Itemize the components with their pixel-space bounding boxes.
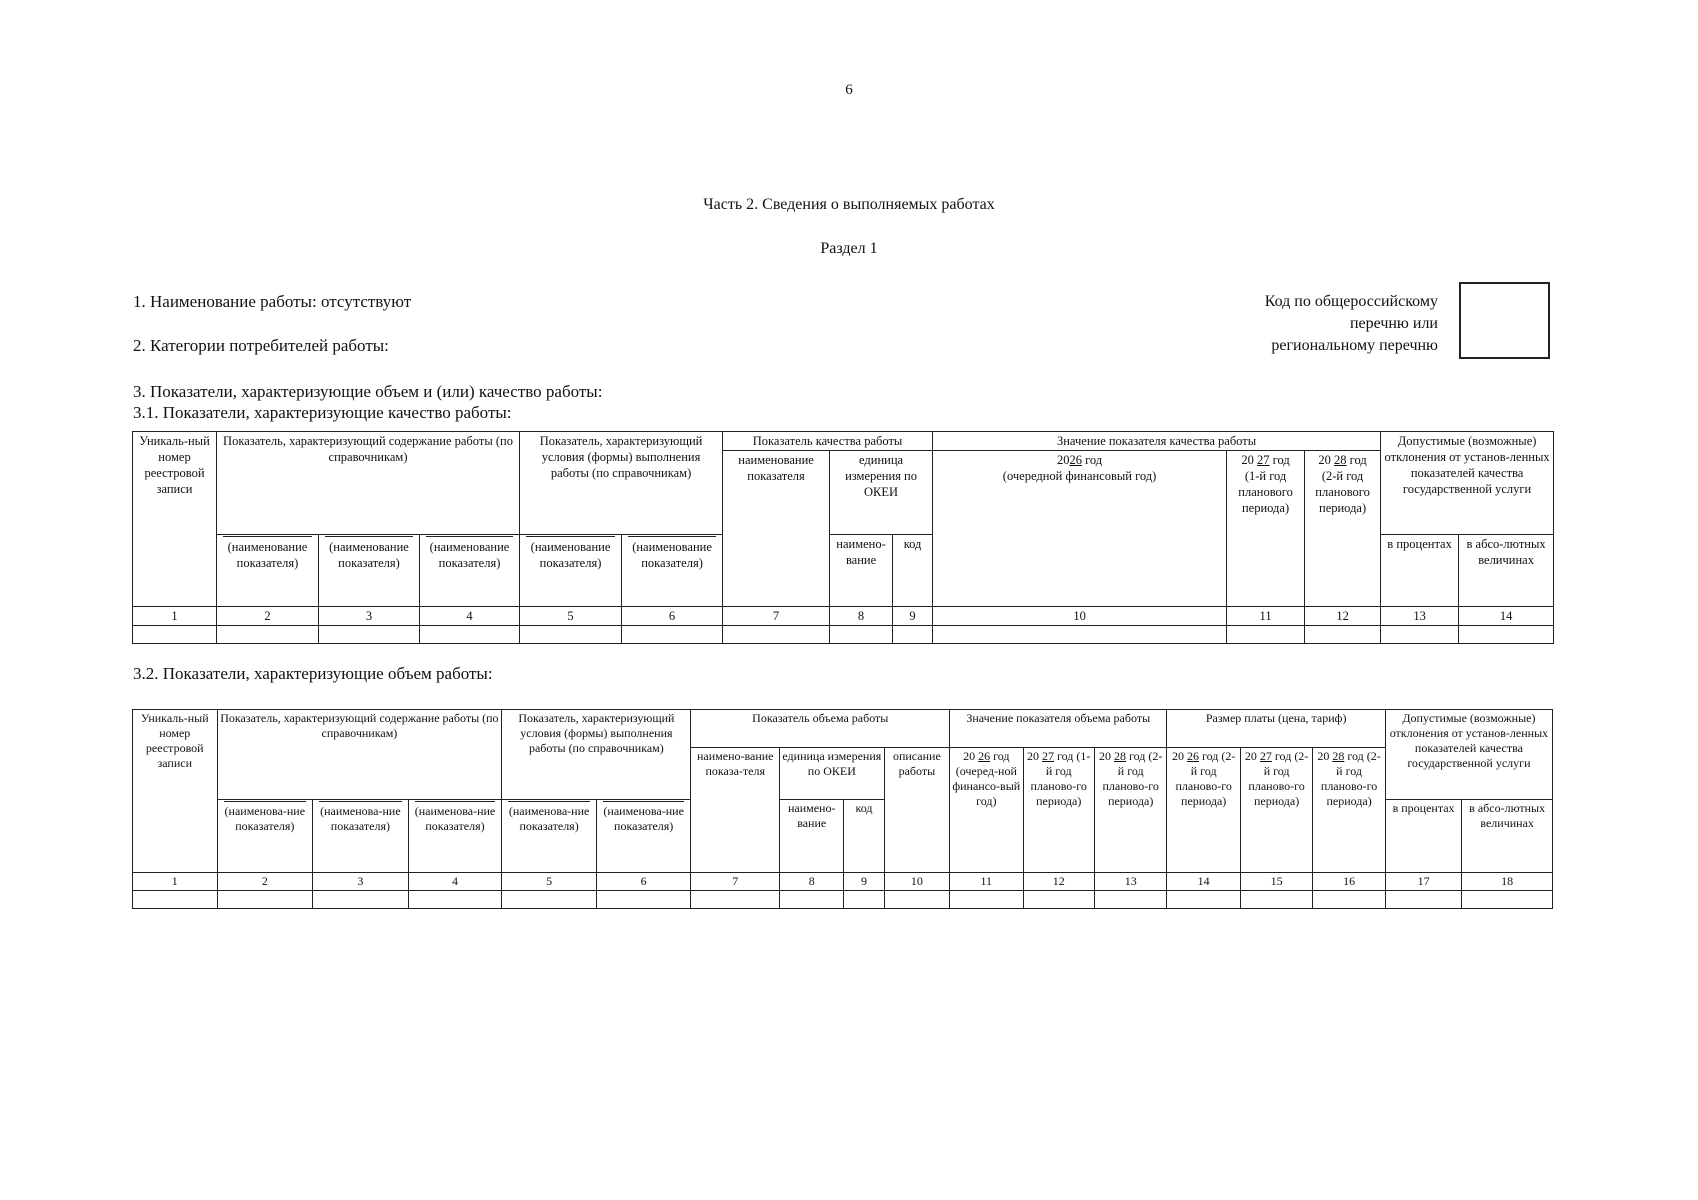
t2-header-fee-y2 [1240,748,1312,873]
t2-content-indicator-2 [313,800,409,873]
t2-content-indicator-3 [408,800,502,873]
t1-header-year-plan1 [1227,451,1305,607]
t2-header-unit: единица измерения по ОКЕИ [780,748,885,800]
t2-fee-y1-suffix: год [1201,749,1219,763]
t1-year3-suffix: год [1349,453,1367,467]
t1-year3-prefix: 20 [1318,453,1331,467]
t1-sub-label: (наименование показателя) [227,540,308,570]
t1-col-num: 8 [830,607,893,626]
t2-header-volume-indicator: Показатель объема работы [691,710,950,748]
t2-value-y1-suffix: год [993,749,1010,763]
t2-header-unit-name: наимено-вание [780,800,844,873]
t1-sub-label: (наименование показателя) [530,540,611,570]
part-title: Часть 2. Сведения о выполняемых работах [703,196,995,213]
t1-sub-label: (наименование показателя) [632,540,712,570]
t1-header-unique-number: Уникаль-ный номер реестровой записи [133,432,217,607]
t2-condition-indicator-1 [502,800,597,873]
t2-value-y2-year: 27 [1042,749,1055,763]
t1-year2-value: 27 [1257,453,1270,467]
t1-cell[interactable] [1227,626,1305,644]
t2-fee-y2-prefix: 20 [1244,749,1257,763]
t2-value-y1-desc: (очеред-ной финансо-вый год) [952,764,1021,808]
t1-cell[interactable] [622,626,723,644]
t2-sub-label: (наименова-ние показателя) [414,804,496,833]
t2-fee-y2-suffix: год [1274,749,1292,763]
t1-year2-prefix: 20 [1241,453,1254,467]
t2-fee-y3-year: 28 [1332,749,1345,763]
t1-col-num: 11 [1227,607,1305,626]
indicators-heading: 3. Показатели, характеризующие объем и (или) качество работы: [133,382,603,401]
t2-fee-y3-desc: (2-й год планово-го периода) [1320,749,1381,808]
t1-year3-desc: (2-й год планового периода) [1315,469,1370,515]
t2-column-numbers-row [133,873,1553,891]
t2-col-num: 3 [313,873,409,891]
t1-col-num: 14 [1459,607,1554,626]
t2-col-num: 2 [217,873,313,891]
quality-indicators-table [132,431,1554,644]
t2-value-y2-prefix: 20 [1027,749,1040,763]
section-title: Раздел 1 [820,240,878,257]
t1-condition-indicator-1 [520,535,622,607]
t1-col-num: 5 [520,607,622,626]
t2-sub-label: (наименова-ние показателя) [224,804,306,833]
t2-cell[interactable] [1313,891,1385,909]
t2-value-y1-prefix: 20 [963,749,976,763]
t2-cell[interactable] [884,891,949,909]
volume-indicators-heading: 3.2. Показатели, характеризующие объем работы: [133,664,493,683]
t2-value-y3-year: 28 [1114,749,1126,763]
t2-fee-y3-prefix: 20 [1317,749,1330,763]
t1-year1-value: 26 [1069,453,1082,467]
t1-cell[interactable] [830,626,893,644]
t2-col-num: 10 [884,873,949,891]
t1-sub-label: (наименование показателя) [429,540,510,570]
t1-col-num: 13 [1381,607,1459,626]
t2-content-indicator-1 [217,800,313,873]
t1-year2-suffix: год [1272,453,1290,467]
code-label-line2: перечню или [1349,315,1438,332]
t1-header-unit-name: наимено-вание [830,535,893,607]
t2-header-volume-value: Значение показателя объема работы [950,710,1167,748]
t1-content-indicator-3 [420,535,520,607]
t1-header-absolute: в абсо-лютных величинах [1459,535,1554,607]
page-number: 6 [845,82,853,98]
t2-fee-y1-prefix: 20 [1171,749,1184,763]
t2-value-y1-year: 26 [978,749,991,763]
t2-header-indicator-name: наимено-вание показа-теля [691,748,780,873]
t1-data-row [133,626,1554,644]
t2-fee-y1-desc: (2-й год планово-го периода) [1175,749,1236,808]
code-label-line1: Код по общероссийскому [1264,293,1438,310]
t1-header-content-indicator: Показатель, характеризующий содержание работы (по справочникам) [217,432,520,535]
t2-cell[interactable] [780,891,844,909]
t2-header-unique-number: Уникаль-ный номер реестровой записи [133,710,218,873]
t2-cell[interactable] [133,891,218,909]
t1-header-quality-value: Значение показателя качества работы [933,432,1381,451]
t2-header-content-indicator: Показатель, характеризующий содержание работы (по справочникам) [217,710,502,800]
t2-cell[interactable] [408,891,502,909]
t1-col-num: 6 [622,607,723,626]
t2-data-row [133,891,1553,909]
t1-col-num: 12 [1305,607,1381,626]
t1-sub-label: (наименование показателя) [329,540,409,570]
t1-col-num: 3 [319,607,420,626]
t1-header-unit: единица измерения по ОКЕИ [830,451,933,535]
t2-cell[interactable] [1385,891,1461,909]
t1-cell[interactable] [1459,626,1554,644]
t1-year1-suffix: год [1085,453,1103,467]
registry-code-label [1178,291,1438,357]
t1-header-percent: в процентах [1381,535,1459,607]
t2-header-fee-y3 [1313,748,1385,873]
t1-header-year-current [933,451,1227,607]
t2-value-y3-suffix: год [1129,749,1146,763]
t1-cell[interactable] [1381,626,1459,644]
t2-header-fee-y1 [1167,748,1240,873]
t2-col-num: 12 [1023,873,1094,891]
t1-content-indicator-2 [319,535,420,607]
t2-col-num: 11 [950,873,1023,891]
t1-cell[interactable] [133,626,217,644]
t2-cell[interactable] [596,891,691,909]
t1-cell[interactable] [933,626,1227,644]
t2-header-condition-indicator: Показатель, характеризующий условия (формы) выполнения работы (по справочникам) [502,710,691,800]
t1-header-condition-indicator: Показатель, характеризующий условия (формы) выполнения работы (по справочникам) [520,432,723,535]
t1-column-numbers-row [133,607,1554,626]
t1-cell[interactable] [319,626,420,644]
t2-cell[interactable] [1240,891,1312,909]
t1-col-num: 2 [217,607,319,626]
t2-col-num: 16 [1313,873,1385,891]
t2-cell[interactable] [1023,891,1094,909]
t2-col-num: 18 [1462,873,1553,891]
t2-cell[interactable] [1094,891,1166,909]
t2-header-absolute: в абсо-лютных величинах [1462,800,1553,873]
t2-col-num: 13 [1094,873,1166,891]
t2-col-num: 8 [780,873,844,891]
t2-cell[interactable] [691,891,780,909]
t1-header-indicator-name: наименование показателя [723,451,830,607]
t2-sub-label: (наименова-ние показателя) [320,804,401,833]
t1-year3-value: 28 [1334,453,1347,467]
volume-indicators-table [132,709,1553,909]
t1-col-num: 10 [933,607,1227,626]
t2-col-num: 6 [596,873,691,891]
t1-cell[interactable] [520,626,622,644]
t1-cell[interactable] [217,626,319,644]
t2-value-y2-suffix: год [1057,749,1074,763]
t1-condition-indicator-2 [622,535,723,607]
t2-col-num: 7 [691,873,780,891]
t2-value-y2-desc: (1-й год планово-го периода) [1030,749,1091,808]
t2-col-num: 15 [1240,873,1312,891]
t2-header-percent: в процентах [1385,800,1461,873]
t2-cell[interactable] [1167,891,1240,909]
t2-col-num: 17 [1385,873,1461,891]
t2-cell[interactable] [1462,891,1553,909]
t2-cell[interactable] [502,891,597,909]
t2-col-num: 5 [502,873,597,891]
t2-value-y3-desc: (2-й год планово-го периода) [1102,749,1163,808]
t2-header-value-y1 [950,748,1023,873]
t2-fee-y2-desc: (2-й год планово-го периода) [1248,749,1309,808]
t1-col-num: 9 [893,607,933,626]
code-label-line3: региональному перечню [1271,337,1438,354]
t2-cell[interactable] [217,891,313,909]
t1-col-num: 1 [133,607,217,626]
t2-fee-y3-suffix: год [1347,749,1364,763]
t2-header-value-y3 [1094,748,1166,873]
t1-cell[interactable] [893,626,933,644]
t2-col-num: 1 [133,873,218,891]
t1-year1-prefix: 20 [1056,453,1070,467]
t2-col-num: 9 [844,873,884,891]
t2-condition-indicator-2 [596,800,691,873]
work-name-line: 1. Наименование работы: отсутствуют [133,292,412,311]
consumer-category-line: 2. Категории потребителей работы: [133,336,389,355]
t2-sub-label: (наименова-ние показателя) [603,804,684,833]
t2-sub-label: (наименова-ние показателя) [508,804,590,833]
t2-cell[interactable] [950,891,1023,909]
t1-year1-desc: (очередной финансовый год) [1002,469,1157,483]
t1-header-year-plan2 [1305,451,1381,607]
t2-fee-y1-year: 26 [1186,749,1199,763]
t1-header-deviation: Допустимые (возможные) отклонения от установ-ленных показателей качества государственной услуги [1381,432,1554,535]
quality-indicators-heading: 3.1. Показатели, характеризующие качество работы: [133,403,512,422]
t2-header-fee: Размер платы (цена, тариф) [1167,710,1385,748]
registry-code-box[interactable] [1459,282,1550,359]
t2-cell[interactable] [844,891,884,909]
t1-cell[interactable] [420,626,520,644]
t2-fee-y2-year: 27 [1259,749,1272,763]
t2-value-y3-prefix: 20 [1099,749,1111,763]
t2-col-num: 4 [408,873,502,891]
t1-col-num: 4 [420,607,520,626]
t1-year2-desc: (1-й год планового периода) [1238,469,1293,515]
t2-cell[interactable] [313,891,409,909]
t1-header-quality-indicator: Показатель качества работы [723,432,933,451]
t2-header-work-description: описание работы [884,748,949,873]
t2-header-value-y2 [1023,748,1094,873]
t1-col-num: 7 [723,607,830,626]
t2-col-num: 14 [1167,873,1240,891]
t1-cell[interactable] [723,626,830,644]
t2-header-deviation: Допустимые (возможные) отклонения от установ-ленных показателей качества государственной услуги [1385,710,1552,800]
t2-header-unit-code: код [844,800,884,873]
t1-content-indicator-1 [217,535,319,607]
t1-cell[interactable] [1305,626,1381,644]
t1-header-unit-code: код [893,535,933,607]
